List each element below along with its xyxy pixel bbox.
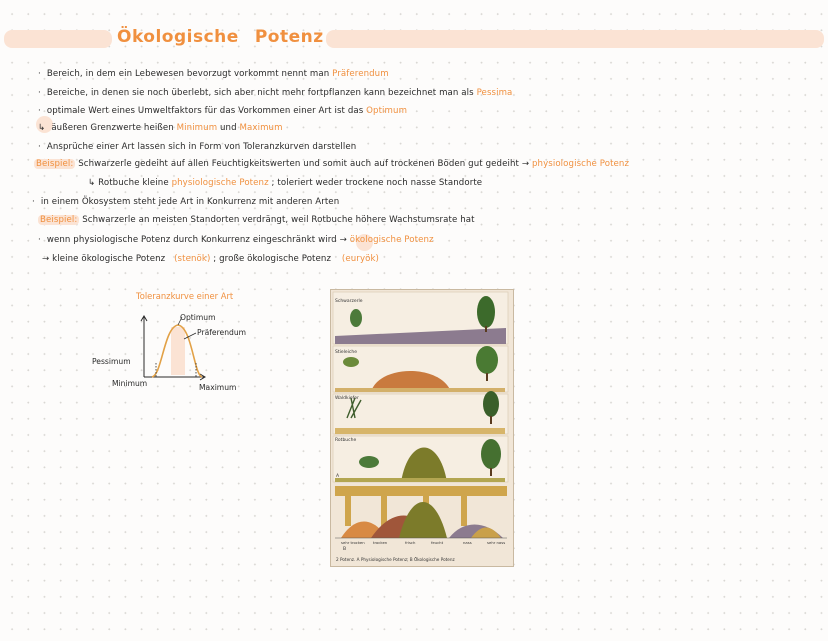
term-oekologische-potenz: ökologische Potenz xyxy=(349,235,434,245)
example-label: Beispiel: xyxy=(40,215,78,225)
label-maximum: Maximum xyxy=(199,383,237,392)
note-line-8 xyxy=(32,196,339,208)
term-minimum: Minimum xyxy=(176,123,218,133)
label-pessimum: Pessimum xyxy=(92,357,131,366)
band-label: Rotbuche xyxy=(335,438,357,443)
note-line-1 xyxy=(38,68,389,80)
note-text: Bereiche, in denen sie noch überlebt, sich aber nicht mehr fortpflanzen kann bezeichnet man als xyxy=(46,88,474,98)
note-text: in einem Ökosystem steht jede Art in Konkurrenz mit anderen Arten xyxy=(40,197,340,207)
note-line-7 xyxy=(88,177,482,189)
note-line-5 xyxy=(38,141,356,153)
tree-trunk xyxy=(490,416,492,424)
figure-caption: 2 Potenz. A Physiologische Potenz; B Ökologische Potenz xyxy=(336,557,455,562)
tree-icon xyxy=(483,391,499,417)
sub-arrow-icon: ↳ xyxy=(88,178,96,188)
b-panel-post xyxy=(345,496,351,526)
note-text: Rotbuche kleine xyxy=(98,178,169,188)
label-praeferendum: Präferendum xyxy=(197,328,247,337)
band-label: Stieleiche xyxy=(335,350,358,355)
bullet: · xyxy=(38,106,41,116)
note-text: ; toleriert weder trockene noch nasse Standorte xyxy=(271,178,483,188)
band-label: Waldkiefer xyxy=(335,396,359,401)
term-euryoek: (euryök) xyxy=(341,254,380,264)
b-curve xyxy=(399,502,447,538)
note-text: kleine ökologische Potenz xyxy=(52,254,166,264)
title-word-1: Ökologische xyxy=(117,27,239,47)
title-word-2: Potenz xyxy=(254,27,324,47)
bullet: · xyxy=(38,142,41,152)
term-stenoek: (stenök) xyxy=(174,254,211,264)
leaf-icon xyxy=(343,357,359,367)
term-praeferendum: Präferendum xyxy=(332,69,389,79)
scale-label: feucht xyxy=(431,540,444,545)
band-label: Schwarzerle xyxy=(335,299,363,304)
scale-label: sehr trocken xyxy=(341,540,365,545)
panel-marker-b: B xyxy=(343,547,347,552)
graph-title: Toleranzkurve einer Art xyxy=(136,291,234,301)
photo-illustration xyxy=(331,290,513,566)
note-text: wenn physiologische Potenz durch Konkurrenz eingeschränkt wird xyxy=(46,235,337,245)
label-minimum: Minimum xyxy=(112,379,148,388)
note-line-3 xyxy=(38,105,407,117)
tree-trunk xyxy=(486,373,488,381)
rotbuche-base xyxy=(335,478,505,482)
bullet: · xyxy=(38,88,41,98)
title-banner-right xyxy=(326,30,824,48)
stieleiche-base xyxy=(335,388,505,392)
page-title xyxy=(117,27,324,47)
note-line-9 xyxy=(38,214,475,226)
term-pessima: Pessima xyxy=(476,88,513,98)
leaf-icon xyxy=(350,309,362,327)
label-optimum: Optimum xyxy=(180,313,216,322)
note-line-6 xyxy=(34,158,629,170)
title-banner-left xyxy=(4,30,112,48)
bullet: · xyxy=(32,197,35,207)
note-text: ; große ökologische Potenz xyxy=(213,254,332,264)
tree-trunk xyxy=(490,468,492,476)
b-panel-post xyxy=(381,496,387,526)
note-text: Ansprüche einer Art lassen sich in Form von Toleranzkurven darstellen xyxy=(46,142,357,152)
praeferendum-band xyxy=(171,327,185,375)
note-text: Schwarzerle an meisten Standorten verdrängt, weil Rotbuche höhere Wachstumsrate hat xyxy=(82,215,475,225)
note-text: Bereich, in dem ein Lebewesen bevorzugt vorkommt nennt man xyxy=(46,69,330,79)
note-text: äußeren Grenzwerte heißen xyxy=(51,123,174,133)
note-line-11 xyxy=(42,253,379,265)
arrow-icon: → xyxy=(42,254,50,264)
tree-icon xyxy=(481,439,501,469)
note-line-4 xyxy=(38,122,283,134)
leaf-icon xyxy=(359,456,379,468)
b-panel-top-band xyxy=(335,486,507,496)
term-physiologische-potenz: physiologische Potenz xyxy=(531,159,630,169)
example-label: Beispiel: xyxy=(36,159,74,169)
bullet: · xyxy=(38,235,41,245)
panel-marker-a: A xyxy=(336,474,340,479)
tree-icon xyxy=(477,296,495,328)
note-text: optimale Wert eines Umweltfaktors für das Vorkommen einer Art ist das xyxy=(46,106,364,116)
bullet: · xyxy=(38,69,41,79)
scale-label: frisch xyxy=(405,540,416,545)
note-line-10 xyxy=(38,234,434,246)
note-text: und xyxy=(220,123,237,133)
tree-icon xyxy=(476,346,498,374)
scale-label: trocken xyxy=(373,540,388,545)
term-maximum: Maximum xyxy=(239,123,283,133)
b-panel-post xyxy=(461,496,467,526)
term-physiologische-potenz: physiologische Potenz xyxy=(171,178,269,188)
waldkiefer-band xyxy=(335,428,505,434)
note-line-2 xyxy=(38,87,512,99)
scale-label: nass xyxy=(463,540,472,545)
arrow-icon: → xyxy=(339,235,347,245)
note-text: Schwarzerle gedeiht auf allen Feuchtigkeitswerten und somit auch auf trockenen Böden gut gedeiht xyxy=(78,159,519,169)
term-optimum: Optimum xyxy=(366,106,408,116)
arrow-icon: → xyxy=(521,159,530,169)
sub-arrow-icon: ↳ xyxy=(38,123,46,133)
scale-label: sehr nass xyxy=(487,540,506,545)
tree-trunk xyxy=(485,326,487,332)
textbook-figure-photo xyxy=(331,290,513,566)
